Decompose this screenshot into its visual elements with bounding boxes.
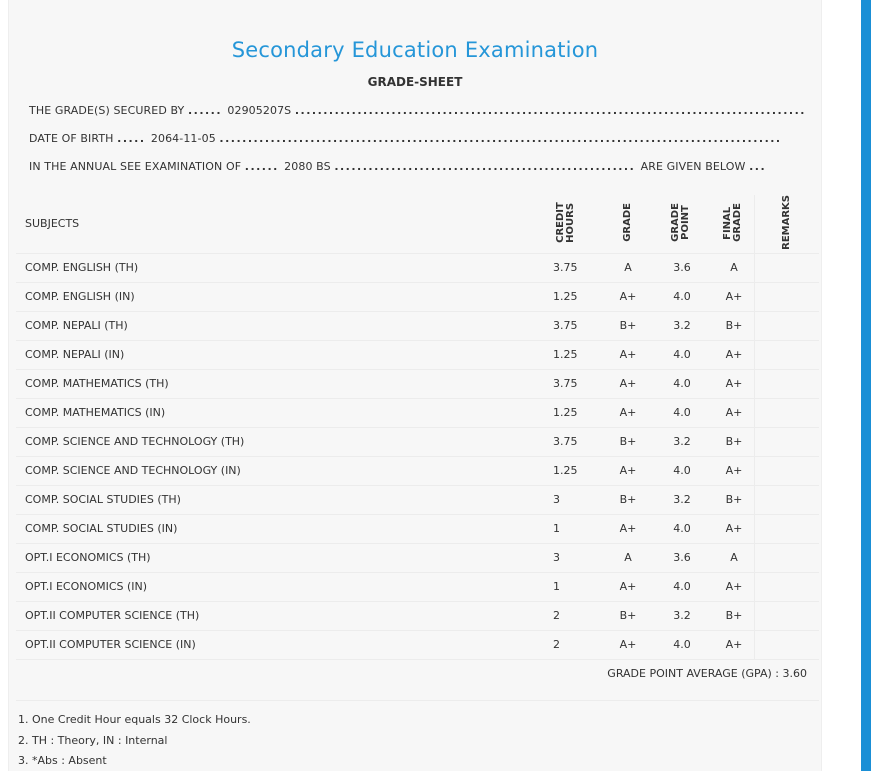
- cell-remarks: [755, 398, 820, 427]
- cell-final-grade: A: [714, 543, 755, 572]
- cell-remarks: [755, 514, 820, 543]
- table-row: [16, 369, 819, 398]
- cell-subject: COMP. MATHEMATICS (TH): [16, 369, 550, 398]
- cell-grade-point: 4.0: [650, 369, 714, 398]
- dob-label: DATE OF BIRTH: [29, 132, 114, 145]
- header-final-grade: [714, 195, 755, 253]
- cell-credit-hours: [550, 601, 606, 630]
- right-accent-bar: [861, 0, 871, 771]
- cell-grade: A+: [606, 572, 650, 601]
- cell-remarks: [755, 311, 820, 340]
- cell-final-grade: A+: [714, 282, 755, 311]
- note-item: 1. One Credit Hour equals 32 Clock Hours.: [18, 713, 251, 726]
- grade-sheet: [8, 0, 822, 771]
- cell-grade-point: 4.0: [650, 282, 714, 311]
- exam-suffix: ARE GIVEN BELOW: [640, 160, 746, 173]
- header-credit-hours: [550, 195, 606, 253]
- table-row: [16, 282, 819, 311]
- credit-hours-value: 1.25: [553, 464, 578, 478]
- cell-grade: A: [606, 253, 650, 282]
- cell-final-grade: A+: [714, 572, 755, 601]
- exam-label: IN THE ANNUAL SEE EXAMINATION OF: [29, 160, 242, 173]
- cell-subject: COMP. SCIENCE AND TECHNOLOGY (TH): [16, 427, 550, 456]
- header-remarks-label: REMARKS: [781, 195, 792, 250]
- cell-final-grade: A+: [714, 514, 755, 543]
- credit-hours-value: 1: [553, 522, 560, 536]
- cell-grade-point: 3.6: [650, 543, 714, 572]
- note-item: 2. TH : Theory, IN : Internal: [18, 733, 168, 747]
- cell-grade: A+: [606, 456, 650, 485]
- cell-credit-hours: [550, 398, 606, 427]
- cell-grade: A+: [606, 369, 650, 398]
- cell-final-grade: A+: [714, 340, 755, 369]
- cell-grade: A+: [606, 398, 650, 427]
- cell-credit-hours: [550, 514, 606, 543]
- grades-table: [16, 195, 819, 660]
- cell-grade: A+: [606, 282, 650, 311]
- table-row: [16, 253, 819, 282]
- cell-subject: COMP. ENGLISH (IN): [16, 282, 550, 311]
- table-row: [16, 427, 819, 456]
- dob-line: DATE OF BIRTH ..... 2064-11-05 ...................................................................................................: [29, 132, 782, 145]
- cell-grade: A+: [606, 514, 650, 543]
- table-row: [16, 398, 819, 427]
- cell-final-grade: B+: [714, 311, 755, 340]
- cell-remarks: [755, 369, 820, 398]
- cell-grade-point: 4.0: [650, 572, 714, 601]
- cell-grade: A: [606, 543, 650, 572]
- cell-remarks: [755, 485, 820, 514]
- cell-grade-point: 4.0: [650, 514, 714, 543]
- table-row: [16, 485, 819, 514]
- secured-by-label: THE GRADE(S) SECURED BY: [29, 104, 185, 117]
- header-grade-label: GRADE: [622, 203, 633, 242]
- table-row: [16, 340, 819, 369]
- cell-final-grade: B+: [714, 601, 755, 630]
- cell-credit-hours: [550, 543, 606, 572]
- table-row: [16, 514, 819, 543]
- cell-remarks: [755, 427, 820, 456]
- header-remarks: [755, 195, 820, 253]
- cell-grade-point: 3.2: [650, 311, 714, 340]
- cell-grade-point: 4.0: [650, 398, 714, 427]
- gpa-label: GRADE POINT AVERAGE (GPA) :: [607, 667, 779, 680]
- exam-value: 2080 BS: [284, 160, 331, 173]
- cell-grade: B+: [606, 601, 650, 630]
- credit-hours-value: 1: [553, 580, 560, 594]
- cell-final-grade: A: [714, 253, 755, 282]
- cell-credit-hours: [550, 572, 606, 601]
- cell-credit-hours: [550, 485, 606, 514]
- cell-grade: B+: [606, 485, 650, 514]
- dob-value: 2064-11-05: [150, 132, 216, 145]
- credit-hours-value: 2: [553, 638, 560, 652]
- header-grade-point: [650, 195, 714, 253]
- table-header-row: [16, 195, 819, 253]
- cell-grade: B+: [606, 427, 650, 456]
- cell-grade: A+: [606, 340, 650, 369]
- credit-hours-value: 2: [553, 609, 560, 623]
- cell-grade-point: 3.2: [650, 601, 714, 630]
- cell-subject: COMP. NEPALI (IN): [16, 340, 550, 369]
- cell-remarks: [755, 543, 820, 572]
- credit-hours-value: 1.25: [553, 348, 578, 362]
- cell-grade-point: 4.0: [650, 456, 714, 485]
- page-subtitle: GRADE-SHEET: [367, 75, 463, 89]
- header-grade: [606, 195, 650, 253]
- cell-credit-hours: [550, 340, 606, 369]
- cell-grade-point: 4.0: [650, 340, 714, 369]
- cell-remarks: [755, 572, 820, 601]
- cell-grade-point: 3.6: [650, 253, 714, 282]
- table-row: [16, 543, 819, 572]
- credit-hours-value: 3.75: [553, 261, 578, 275]
- notes-list: [18, 712, 251, 774]
- page-title: Secondary Education Examination: [231, 38, 599, 62]
- cell-remarks: [755, 456, 820, 485]
- cell-remarks: [755, 282, 820, 311]
- cell-subject: COMP. SOCIAL STUDIES (TH): [16, 485, 550, 514]
- table-row: [16, 572, 819, 601]
- header-subjects: SUBJECTS: [16, 195, 550, 253]
- cell-credit-hours: [550, 456, 606, 485]
- cell-final-grade: B+: [714, 427, 755, 456]
- credit-hours-value: 1.25: [553, 290, 578, 304]
- credit-hours-value: 3: [553, 551, 560, 565]
- gpa-section: [16, 650, 819, 701]
- credit-hours-value: 3.75: [553, 319, 578, 333]
- cell-subject: OPT.II COMPUTER SCIENCE (TH): [16, 601, 550, 630]
- cell-subject: COMP. SOCIAL STUDIES (IN): [16, 514, 550, 543]
- cell-grade: A+: [606, 630, 650, 659]
- cell-subject: COMP. NEPALI (TH): [16, 311, 550, 340]
- credit-hours-value: 3: [553, 493, 560, 507]
- credit-hours-value: 3.75: [553, 377, 578, 391]
- secured-by-line: THE GRADE(S) SECURED BY ...... 02905207S ..........................................................................................: [29, 104, 806, 117]
- cell-subject: OPT.I ECONOMICS (IN): [16, 572, 550, 601]
- cell-final-grade: B+: [714, 485, 755, 514]
- cell-credit-hours: [550, 253, 606, 282]
- secured-by-value: 02905207S: [227, 104, 292, 117]
- cell-remarks: [755, 340, 820, 369]
- exam-line: IN THE ANNUAL SEE EXAMINATION OF ...... 2080 BS ..................................................... ARE GIVEN BELOW ...: [29, 160, 767, 173]
- cell-final-grade: A+: [714, 398, 755, 427]
- credit-hours-value: 3.75: [553, 435, 578, 449]
- cell-grade-point: 4.0: [650, 630, 714, 659]
- header-final-grade-label: FINAL GRADE: [722, 203, 743, 242]
- cell-subject: OPT.I ECONOMICS (TH): [16, 543, 550, 572]
- cell-subject: COMP. SCIENCE AND TECHNOLOGY (IN): [16, 456, 550, 485]
- cell-remarks: [755, 601, 820, 630]
- cell-final-grade: A+: [714, 630, 755, 659]
- header-grade-point-label: GRADE POINT: [670, 203, 691, 242]
- cell-remarks: [755, 253, 820, 282]
- note-item: 3. *Abs : Absent: [18, 754, 107, 767]
- cell-credit-hours: [550, 369, 606, 398]
- table-row: [16, 456, 819, 485]
- cell-grade-point: 3.2: [650, 485, 714, 514]
- cell-grade: B+: [606, 311, 650, 340]
- table-row: [16, 311, 819, 340]
- cell-subject: COMP. ENGLISH (TH): [16, 253, 550, 282]
- table-row: [16, 601, 819, 630]
- header-credit-hours-label: CREDIT HOURS: [555, 202, 576, 243]
- cell-credit-hours: [550, 427, 606, 456]
- gpa-value: 3.60: [782, 667, 807, 680]
- cell-grade-point: 3.2: [650, 427, 714, 456]
- cell-final-grade: A+: [714, 456, 755, 485]
- cell-final-grade: A+: [714, 369, 755, 398]
- cell-credit-hours: [550, 311, 606, 340]
- cell-subject: OPT.II COMPUTER SCIENCE (IN): [16, 630, 550, 659]
- credit-hours-value: 1.25: [553, 406, 578, 420]
- cell-credit-hours: [550, 282, 606, 311]
- cell-subject: COMP. MATHEMATICS (IN): [16, 398, 550, 427]
- gpa-line: [607, 667, 807, 680]
- grades-table-body: [16, 253, 819, 659]
